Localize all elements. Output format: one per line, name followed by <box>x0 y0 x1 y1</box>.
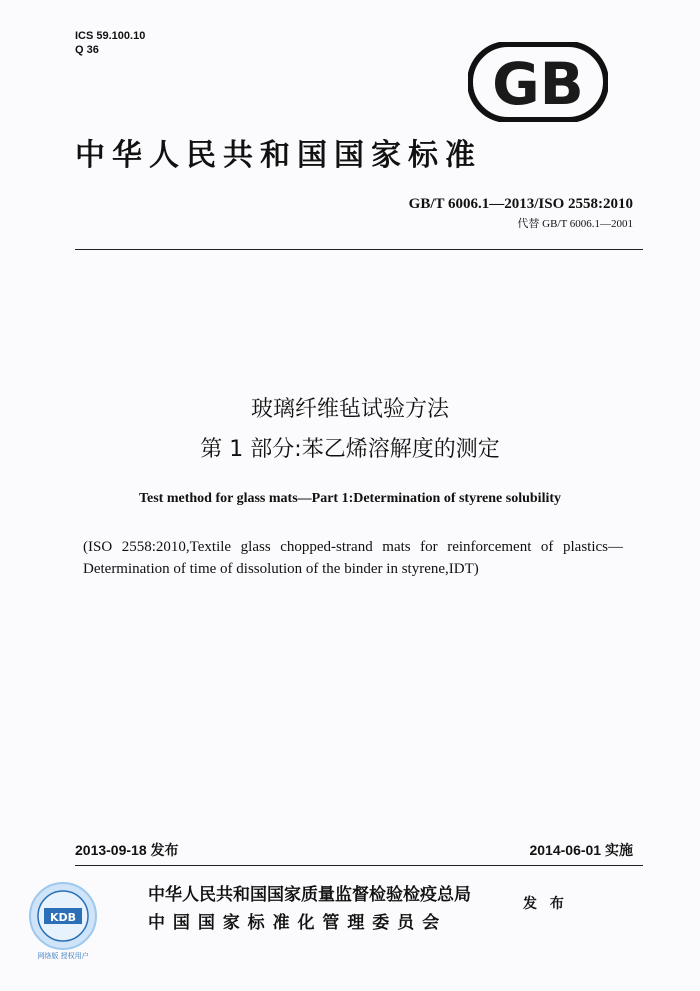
standard-number: GB/T 6006.1—2013/ISO 2558:2010 <box>408 196 633 212</box>
seal-caption: 网络版 授权用户 <box>37 952 89 960</box>
standard-number-block <box>409 196 633 231</box>
issuer-line2: 中 国 国 家 标 准 化 管 理 委 员 会 <box>148 913 441 933</box>
replaces-standard: 代替 GB/T 6006.1—2001 <box>517 218 633 230</box>
gb-logo-text: GB <box>492 50 584 118</box>
seal-brand: KDB <box>49 911 77 924</box>
issuer-line1: 中华人民共和国国家质量监督检验检疫总局 <box>148 885 471 905</box>
seal-stamp-icon <box>28 880 98 962</box>
title-en: Test method for glass mats—Part 1:Determination of styrene solubility <box>138 491 562 506</box>
gb-logo-icon <box>468 42 608 122</box>
ccs-code: Q 36 <box>75 44 99 56</box>
implementation-date: 2014-06-01 实施 <box>529 842 633 858</box>
issue-date: 2013-09-18 发布 <box>75 842 179 858</box>
iso-reference: (ISO 2558:2010,Textile glass chopped-strand mats for reinforcement of plastics—Determination of time of dissolution of the binder in styrene,IDT) <box>83 539 623 577</box>
title-cn-line1: 玻璃纤维毡试验方法 <box>250 397 449 422</box>
publish-action: 发 布 <box>523 896 568 912</box>
top-divider <box>75 249 643 250</box>
bottom-divider <box>75 865 643 866</box>
standard-name: 中华人民共和国国家标准 <box>75 138 482 173</box>
title-cn-line2: 第 1 部分:苯乙烯溶解度的测定 <box>200 437 500 462</box>
ics-code: ICS 59.100.10 <box>75 30 146 42</box>
classification-codes <box>75 29 145 57</box>
